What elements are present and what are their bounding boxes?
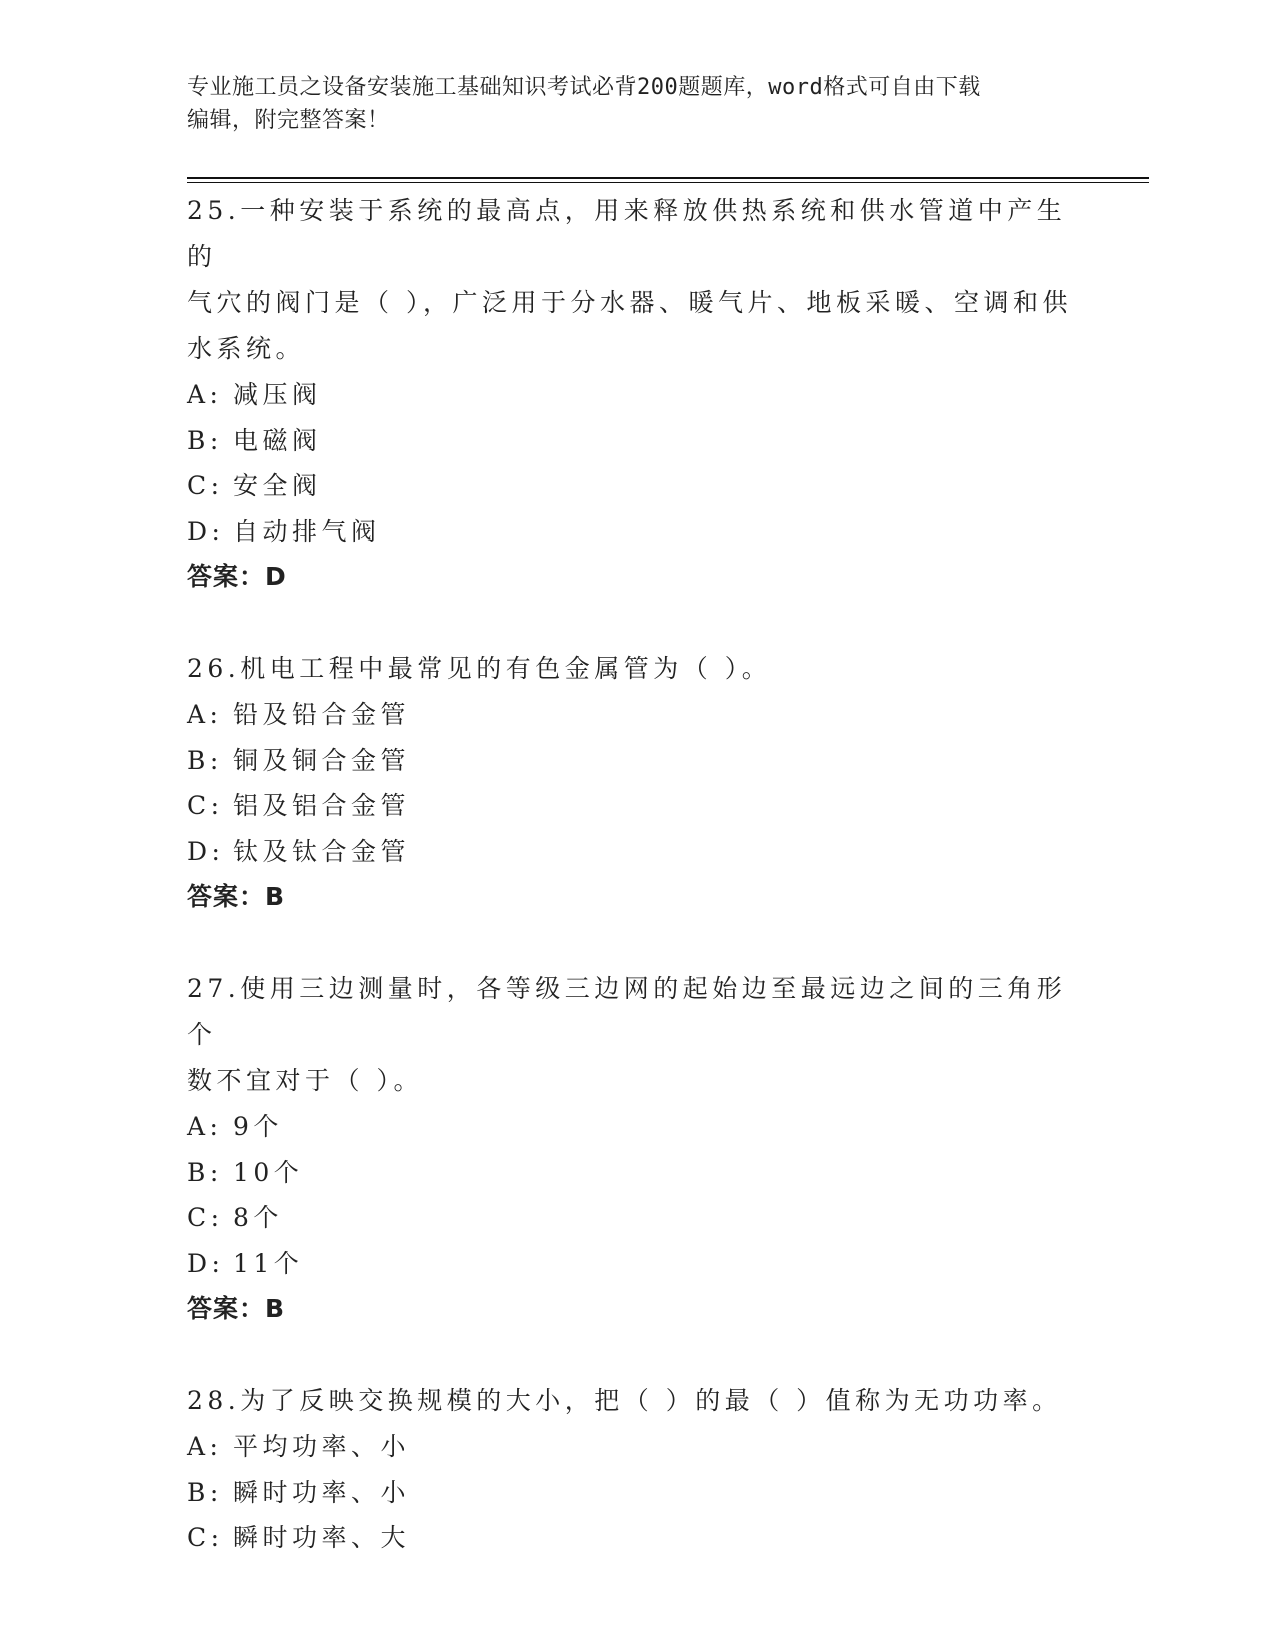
question-stem-line: 27.使用三边测量时，各等级三边网的起始边至最远边之间的三角形个 xyxy=(187,974,1067,1049)
option-key: C: xyxy=(187,1203,224,1232)
question-27 xyxy=(187,966,1087,1332)
option-text: 瞬时功率、小 xyxy=(233,1477,411,1507)
option-a xyxy=(187,692,1087,738)
option-key: B: xyxy=(187,425,223,455)
question-stem-line: 26.机电工程中最常见的有色金属管为（ ）。 xyxy=(187,654,772,683)
answer-line: 答案：B xyxy=(187,882,286,911)
answer-line: 答案：B xyxy=(187,1294,286,1323)
question-stem-line: 气穴的阀门是（ ），广泛用于分水器、暖气片、地板采暖、空调和供 xyxy=(187,288,1072,317)
option-text: 自动排气阀 xyxy=(233,516,381,546)
option-d xyxy=(187,509,1087,555)
option-d xyxy=(187,829,1087,875)
option-c xyxy=(187,1195,1087,1241)
option-key: C: xyxy=(187,1523,224,1552)
option-text: 9个 xyxy=(233,1112,283,1141)
option-key: A: xyxy=(187,1112,223,1141)
question-26 xyxy=(187,646,1087,920)
option-d xyxy=(187,1241,1087,1287)
option-key: D: xyxy=(187,836,225,866)
option-text: 电磁阀 xyxy=(233,425,322,455)
option-key: B: xyxy=(187,1157,223,1187)
option-b xyxy=(187,738,1087,784)
option-key: C: xyxy=(187,471,224,500)
option-key: A: xyxy=(187,380,223,409)
option-b xyxy=(187,1470,1087,1516)
option-text: 瞬时功率、大 xyxy=(233,1523,411,1552)
option-text: 安全阀 xyxy=(233,471,322,500)
option-text: 11个 xyxy=(233,1248,304,1278)
option-a xyxy=(187,1424,1087,1470)
answer-line: 答案：D xyxy=(187,562,287,591)
option-key: D: xyxy=(187,516,225,546)
option-text: 铜及铜合金管 xyxy=(233,745,411,775)
question-28 xyxy=(187,1378,1087,1561)
option-a xyxy=(187,372,1087,418)
option-text: 铝及铝合金管 xyxy=(233,791,411,820)
option-key: D: xyxy=(187,1248,225,1278)
option-text: 减压阀 xyxy=(233,380,322,409)
question-25 xyxy=(187,188,1087,600)
option-key: B: xyxy=(187,745,223,775)
option-a xyxy=(187,1104,1087,1150)
option-b xyxy=(187,418,1087,464)
question-stem-line: 25.一种安装于系统的最高点，用来释放供热系统和供水管道中产生的 xyxy=(187,196,1067,271)
header-title-line-2: 编辑，附完整答案！ xyxy=(187,108,390,133)
question-list xyxy=(187,188,1087,1607)
question-stem-line: 数不宜对于（ ）。 xyxy=(187,1066,423,1095)
header-divider-thick xyxy=(187,177,1149,179)
option-text: 8个 xyxy=(233,1203,283,1232)
option-c xyxy=(187,463,1087,509)
option-text: 10个 xyxy=(233,1157,304,1187)
option-key: A: xyxy=(187,1432,223,1461)
option-text: 钛及钛合金管 xyxy=(233,836,411,866)
option-text: 铅及铅合金管 xyxy=(233,700,411,729)
option-c xyxy=(187,1515,1087,1561)
option-key: C: xyxy=(187,791,224,820)
option-key: B: xyxy=(187,1477,223,1507)
header-title-line-1: 专业施工员之设备安装施工基础知识考试必背200题题库，word格式可自由下载 xyxy=(187,75,981,100)
option-c xyxy=(187,783,1087,829)
option-text: 平均功率、小 xyxy=(233,1432,411,1461)
option-b xyxy=(187,1150,1087,1196)
option-key: A: xyxy=(187,700,223,729)
question-stem-line: 水系统。 xyxy=(187,334,306,363)
document-header xyxy=(187,71,1087,137)
question-stem-line: 28.为了反映交换规模的大小，把（ ）的最（ ）值称为无功功率。 xyxy=(187,1386,1062,1415)
header-divider-thin xyxy=(187,182,1149,183)
